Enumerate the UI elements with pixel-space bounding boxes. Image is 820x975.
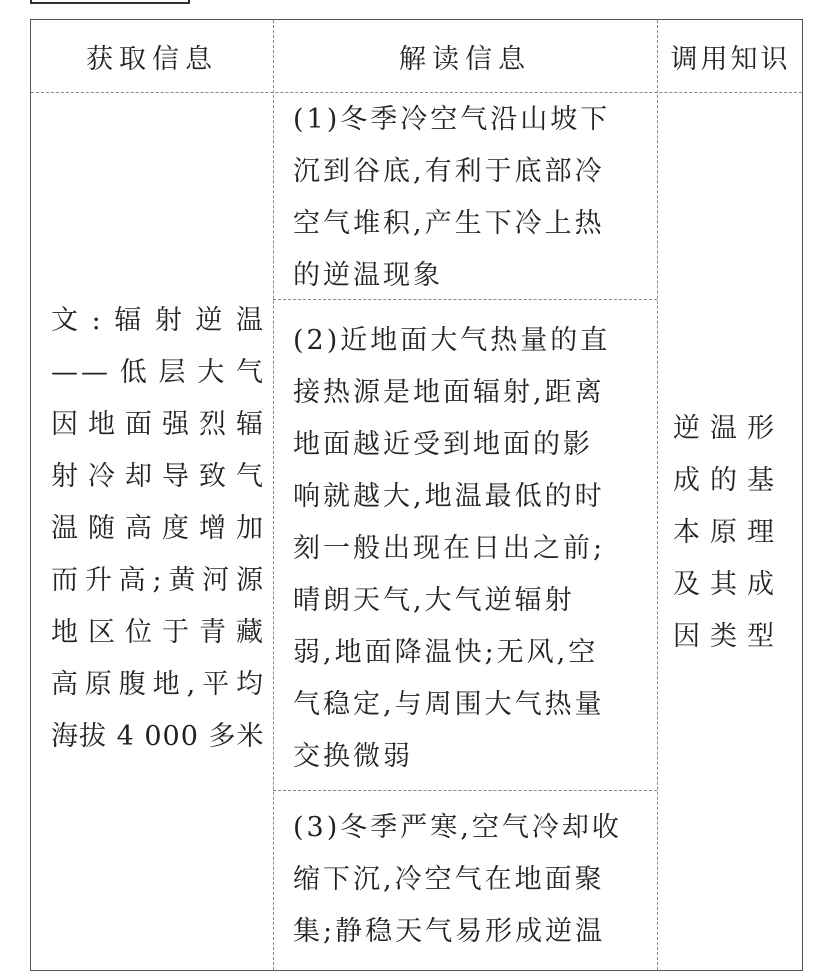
interpretation-line: 缩下沉,冷空气在地面聚 — [293, 864, 605, 895]
interpretation-line: 气稳定,与周围大气热量 — [293, 689, 605, 720]
acquired-info-line: 温随高度增加 — [51, 513, 266, 544]
acquired-info-cell — [51, 295, 266, 763]
interpretation-line: (1)冬季冷空气沿山坡下 — [293, 104, 611, 135]
column-divider-1 — [273, 20, 274, 970]
knowledge-line: 成的基 — [673, 465, 784, 496]
column-divider-2 — [657, 20, 658, 970]
interpretation-line: 弱,地面降温快;无风,空 — [293, 637, 599, 668]
interpretation-line: 集;静稳天气易形成逆温 — [293, 916, 606, 947]
interpretation-line: 晴朗天气,大气逆辐射 — [293, 585, 575, 616]
interpretation-line: 响就越大,地温最低的时 — [293, 481, 605, 512]
acquired-info-line: 海拔 4 000 多米 — [51, 721, 265, 752]
interpretation-line: 刻一般出现在日出之前; — [293, 533, 606, 564]
knowledge-line: 因类型 — [673, 621, 784, 652]
knowledge-line: 逆温形 — [673, 413, 784, 444]
interpretation-line: 交换微弱 — [293, 741, 413, 772]
interpretation-line: 地面越近受到地面的影 — [293, 429, 593, 460]
interpretation-item-2 — [293, 315, 639, 783]
interpretation-line: (2)近地面大气热量的直 — [293, 325, 611, 356]
top-border-fragment — [30, 0, 190, 4]
interpretation-line: (3)冬季严寒,空气冷却收 — [293, 812, 622, 843]
knowledge-line: 本原理 — [673, 517, 784, 548]
acquired-info-line: 因地面强烈辐 — [51, 409, 266, 440]
row-divider-2 — [273, 790, 657, 791]
interpretation-line: 接热源是地面辐射,距离 — [293, 377, 605, 408]
interpretation-item-1 — [293, 94, 639, 302]
header-acquire-info: 获取信息 — [86, 43, 218, 75]
header-apply-knowledge: 调用知识 — [670, 43, 791, 75]
interpretation-item-3 — [293, 802, 639, 958]
acquired-info-line: ——低层大气 — [51, 357, 266, 388]
acquired-info-line: 文:辐射逆温 — [51, 305, 266, 336]
acquired-info-line: 射冷却导致气 — [51, 461, 266, 492]
header-interpret-info: 解读信息 — [399, 43, 531, 75]
acquired-info-line: 而升高;黄河源 — [51, 565, 266, 596]
knowledge-line: 及其成 — [673, 569, 784, 600]
header-divider — [31, 92, 802, 93]
interpretation-line: 的逆温现象 — [293, 260, 443, 291]
acquired-info-line: 地区位于青藏 — [51, 617, 266, 648]
acquired-info-line: 高原腹地,平均 — [51, 669, 266, 700]
interpretation-line: 沉到谷底,有利于底部冷 — [293, 156, 605, 187]
info-table — [30, 19, 803, 971]
interpretation-line: 空气堆积,产生下冷上热 — [293, 208, 605, 239]
knowledge-cell — [673, 403, 793, 663]
